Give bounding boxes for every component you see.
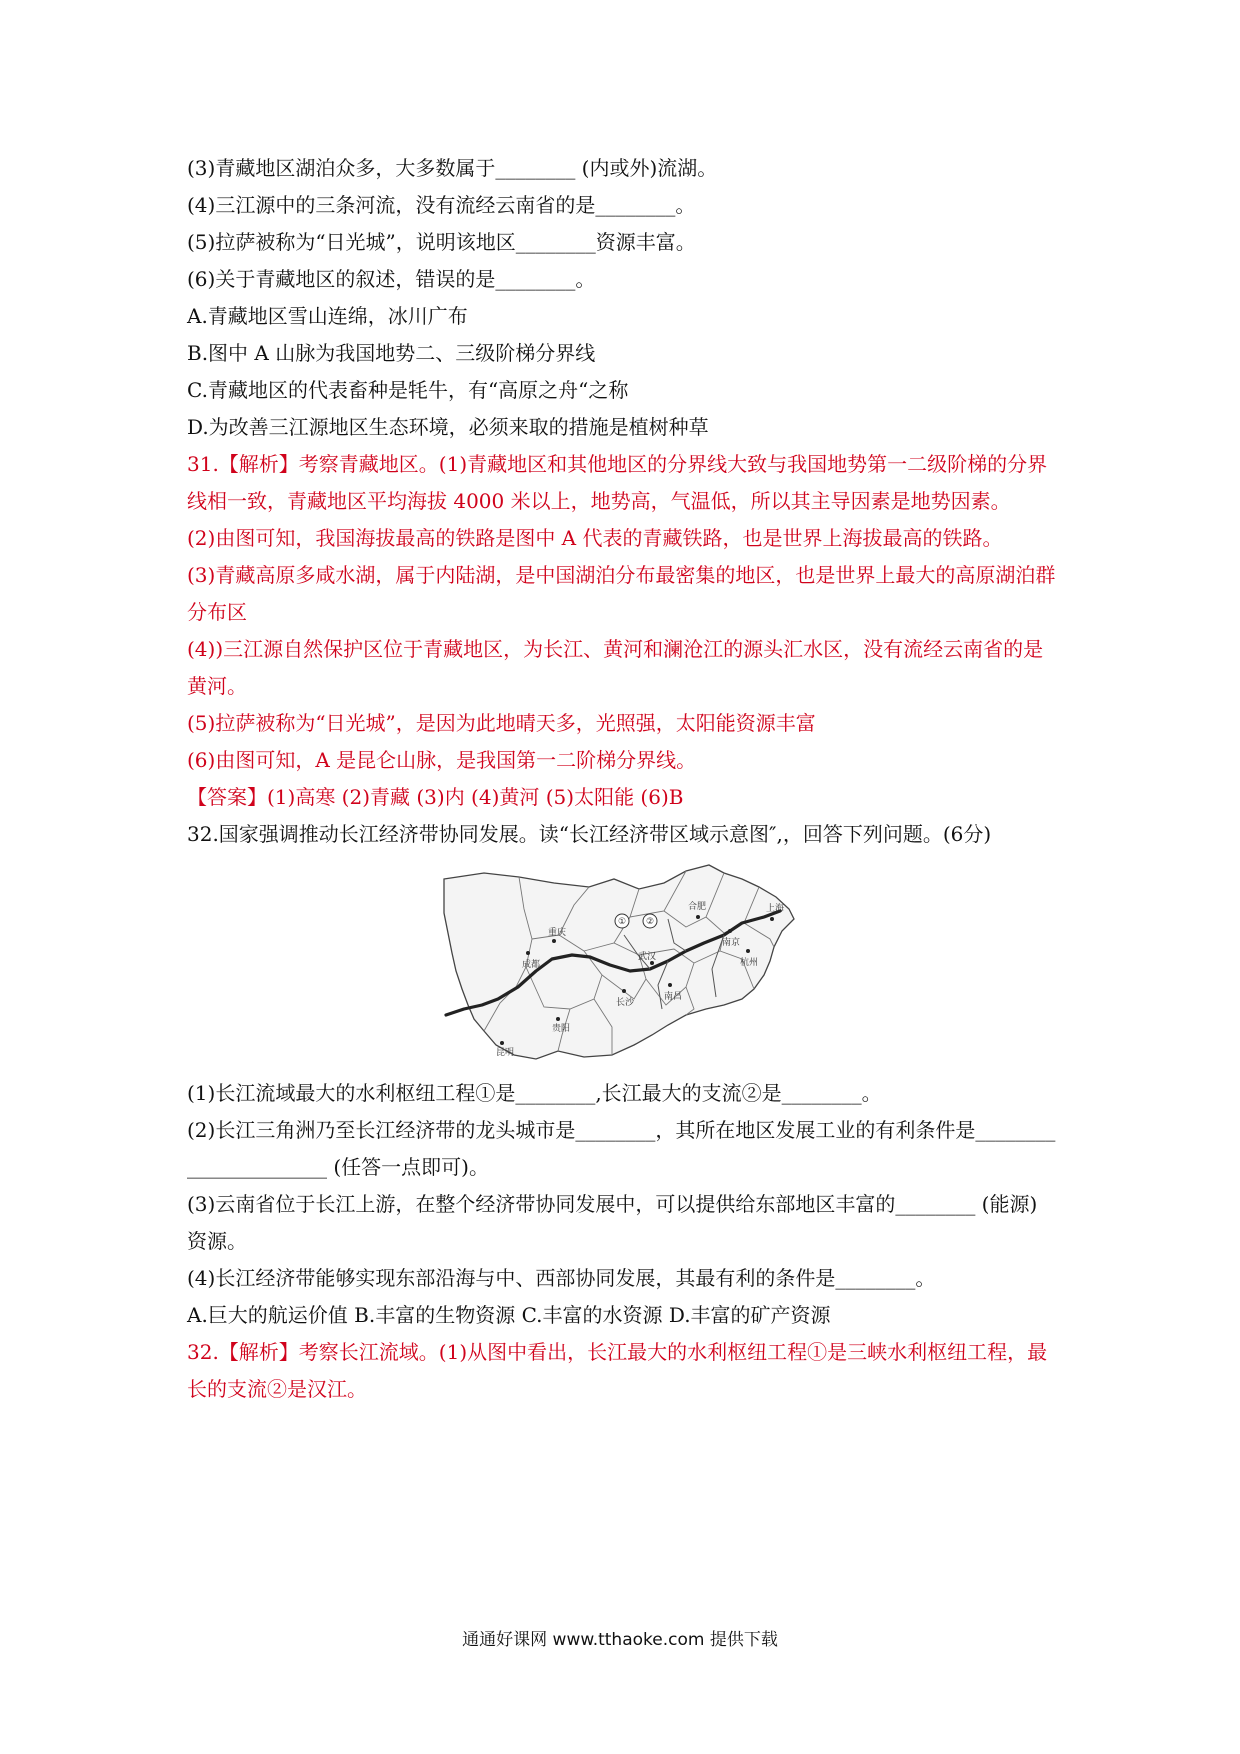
q32-analysis: 32.【解析】考察长江流域。(1)从图中看出，长江最大的水利枢纽工程①是三峡水利枢纽工程，最长的支流②是汉江。	[187, 1340, 1048, 1401]
map-label-changsha: 长沙	[616, 998, 635, 1008]
q31-analysis-5: (5)拉萨被称为“日光城”，是因为此地晴天多，光照强，太阳能资源丰富	[187, 711, 816, 735]
document-body	[187, 150, 1057, 1408]
q31-part4: (4)三江源中的三条河流，没有流经云南省的是________。	[187, 193, 696, 217]
q32-options: A.巨大的航运价值 B.丰富的生物资源 C.丰富的水资源 D.丰富的矿产资源	[187, 1303, 831, 1327]
q32-part3: (3)云南省位于长江上游，在整个经济带协同发展中，可以提供给东部地区丰富的________ (能源)资源。	[187, 1192, 1038, 1253]
map-label-mark1: ①	[618, 917, 627, 927]
q31-option-d: D.为改善三江源地区生态环境，必须来取的措施是植树种草	[187, 415, 709, 439]
map-label-hefei: 合肥	[688, 902, 707, 912]
q32-stem: 32.国家强调推动长江经济带协同发展。读“长江经济带区域示意图″,，回答下列问题。(6分)	[187, 822, 992, 846]
city-dot-chongqing	[552, 939, 556, 943]
map-svg	[424, 859, 814, 1069]
map-label-nanchang: 南昌	[664, 992, 683, 1002]
map-label-chongqing: 重庆	[548, 928, 567, 938]
map-label-chengdu: 成都	[522, 960, 541, 970]
city-dot-chengdu	[526, 951, 530, 955]
map-label-kunming: 昆明	[496, 1048, 515, 1058]
city-dot-nanjing	[728, 929, 732, 933]
q31-answer: 【答案】(1)高寒 (2)青藏 (3)内 (4)黄河 (5)太阳能 (6)B	[187, 785, 684, 809]
q32-part4: (4)长江经济带能够实现东部沿海与中、西部协同发展，其最有利的条件是________。	[187, 1266, 936, 1290]
q31-analysis-6: (6)由图可知，A 是昆仑山脉，是我国第一二阶梯分界线。	[187, 748, 697, 772]
map-label-wuhan: 武汉	[638, 952, 657, 962]
map-label-mark2: ②	[646, 917, 655, 927]
city-dot-hangzhou	[746, 949, 750, 953]
q31-option-b: B.图中 A 山脉为我国地势二、三级阶梯分界线	[187, 341, 596, 365]
q31-analysis-4: (4))三江源自然保护区位于青藏地区，为长江、黄河和澜沧江的源头汇水区，没有流经云南省的是黄河。	[187, 637, 1044, 698]
map-label-shanghai: 上海	[766, 904, 785, 914]
map-label-nanjing: 南京	[722, 938, 741, 948]
city-dot-hefei	[696, 915, 700, 919]
q31-analysis-2: (2)由图可知，我国海拔最高的铁路是图中 A 代表的青藏铁路，也是世界上海拔最高的铁路。	[187, 526, 1003, 550]
q32-part1: (1)长江流域最大的水利枢纽工程①是________,长江最大的支流②是________。	[187, 1081, 882, 1105]
q31-analysis-1: 31.【解析】考察青藏地区。(1)青藏地区和其他地区的分界线大致与我国地势第一二级阶梯的分界线相一致，青藏地区平均海拔 4000 米以上，地势高，气温低，所以其主导因素是地势因素。	[187, 452, 1048, 513]
map-label-guiyang: 贵阳	[552, 1024, 571, 1034]
page-footer: 通通好课网 www.tthaoke.com 提供下载	[462, 1630, 778, 1650]
city-dot-guiyang	[556, 1017, 560, 1021]
city-dot-nanchang	[668, 983, 672, 987]
q32-part2: (2)长江三角洲乃至长江经济带的龙头城市是________，其所在地区发展工业的有利条件是______________________ (任答一点即可)。	[187, 1118, 1056, 1179]
q31-part6: (6)关于青藏地区的叙述，错误的是________。	[187, 267, 596, 291]
city-dot-kunming	[500, 1041, 504, 1045]
map-label-hangzhou: 杭州	[740, 958, 759, 968]
yangtze-economic-belt-map	[424, 859, 814, 1069]
q31-option-a: A.青藏地区雪山连绵，冰川广布	[187, 304, 468, 328]
city-dot-changsha	[622, 989, 626, 993]
q31-part3: (3)青藏地区湖泊众多，大多数属于________ (内或外)流湖。	[187, 156, 718, 180]
q31-part5: (5)拉萨被称为“日光城”，说明该地区________资源丰富。	[187, 230, 696, 254]
q31-option-c: C.青藏地区的代表畜种是牦牛，有“高原之舟“之称	[187, 378, 629, 402]
q31-analysis-3: (3)青藏高原多咸水湖，属于内陆湖，是中国湖泊分布最密集的地区，也是世界上最大的高原湖泊群分布区	[187, 563, 1056, 624]
city-dot-shanghai	[770, 917, 774, 921]
